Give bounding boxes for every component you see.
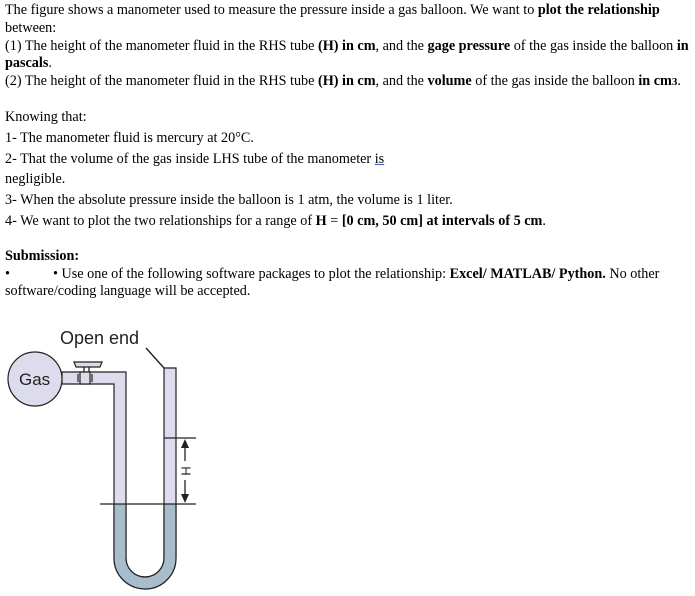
item-2-sup-3: 3: [671, 76, 678, 89]
knowing-item-2-cont: negligible.: [5, 171, 66, 188]
item-1-paragraph: [5, 38, 693, 74]
item-2-period: .: [677, 73, 681, 90]
item-1-bold-gage: gage pressure: [427, 37, 511, 54]
gas-label: Gas: [19, 370, 51, 389]
knowing-item-1: 1- The manometer fluid is mercury at 20°C.: [5, 129, 254, 146]
item-2-text-e: of the gas inside the balloon: [471, 73, 639, 90]
item-2-bold-volume: volume: [427, 73, 472, 90]
submission-bullet: [5, 266, 693, 302]
knowing-item-4-text: 4- We want to plot the two relationships for a range of: [5, 212, 316, 229]
knowing-item-4-eq: =: [326, 212, 342, 229]
intro-paragraph: [5, 2, 693, 38]
item-2-bold-cm: in cm: [638, 73, 672, 90]
item-1-text-e: of the gas inside the balloon: [510, 37, 677, 54]
manometer-diagram: [0, 318, 260, 596]
knowing-item-4-period: .: [542, 212, 546, 229]
item-2-text-a: (2) The height of the manometer fluid in the RHS tube: [5, 73, 318, 90]
spacer: [5, 92, 693, 109]
knowing-heading: Knowing that:: [5, 108, 87, 125]
knowing-item-4: [5, 213, 693, 231]
knowing-item-3: 3- When the absolute pressure inside the balloon is 1 atm, the volume is 1 liter.: [5, 192, 453, 209]
spacer: [5, 231, 693, 248]
item-1-text-a: (1) The height of the manometer fluid in the RHS tube: [5, 37, 318, 54]
mercury-fluid: [114, 504, 176, 589]
item-2-bold-h: (H) in cm: [317, 73, 376, 90]
knowing-item-4-bold-h: H: [315, 212, 327, 229]
knowing-item-2-underlined: is: [374, 150, 385, 167]
submission-text-a: Use one of the following software packages to plot the relationship:: [57, 265, 450, 282]
submission-text-c: No other software/coding language will be accepted.: [5, 265, 660, 300]
item-1-text-c: , and the: [375, 37, 428, 54]
intro-text: The figure shows a manometer used to measure the pressure inside a gas balloon. We want to: [5, 2, 538, 18]
manometer-figure: [0, 318, 260, 596]
knowing-item-2: [5, 151, 693, 169]
knowing-item-4-bold-range: [0 cm, 50 cm] at intervals of 5 cm: [341, 212, 543, 229]
bullet-inner-icon: •: [53, 265, 58, 282]
item-1-bold-h: (H) in cm: [317, 37, 376, 54]
open-end-leader-line: [146, 348, 164, 368]
submission-software-list: Excel/ MATLAB/ Python.: [449, 265, 606, 282]
h-label: H: [178, 466, 194, 476]
item-2-text-c: , and the: [375, 73, 428, 90]
u-tube-inner-edge: [126, 504, 164, 577]
submission-heading: [5, 248, 693, 266]
document-body: [5, 2, 693, 301]
item-1-bold-pascals: in pascals: [5, 37, 689, 72]
item-1-period: .: [48, 55, 52, 72]
intro-end: between:: [5, 19, 57, 36]
bullet-icon: •: [5, 265, 10, 282]
intro-bold: plot the relationship: [537, 2, 660, 18]
item-2-paragraph: [5, 73, 693, 92]
height-dimension-arrow: [179, 439, 194, 503]
knowing-item-2-text: 2- That the volume of the gas inside LHS tube of the manometer: [5, 150, 375, 167]
submission-heading-text: Submission:: [5, 247, 80, 264]
open-end-label: Open end: [60, 328, 140, 348]
